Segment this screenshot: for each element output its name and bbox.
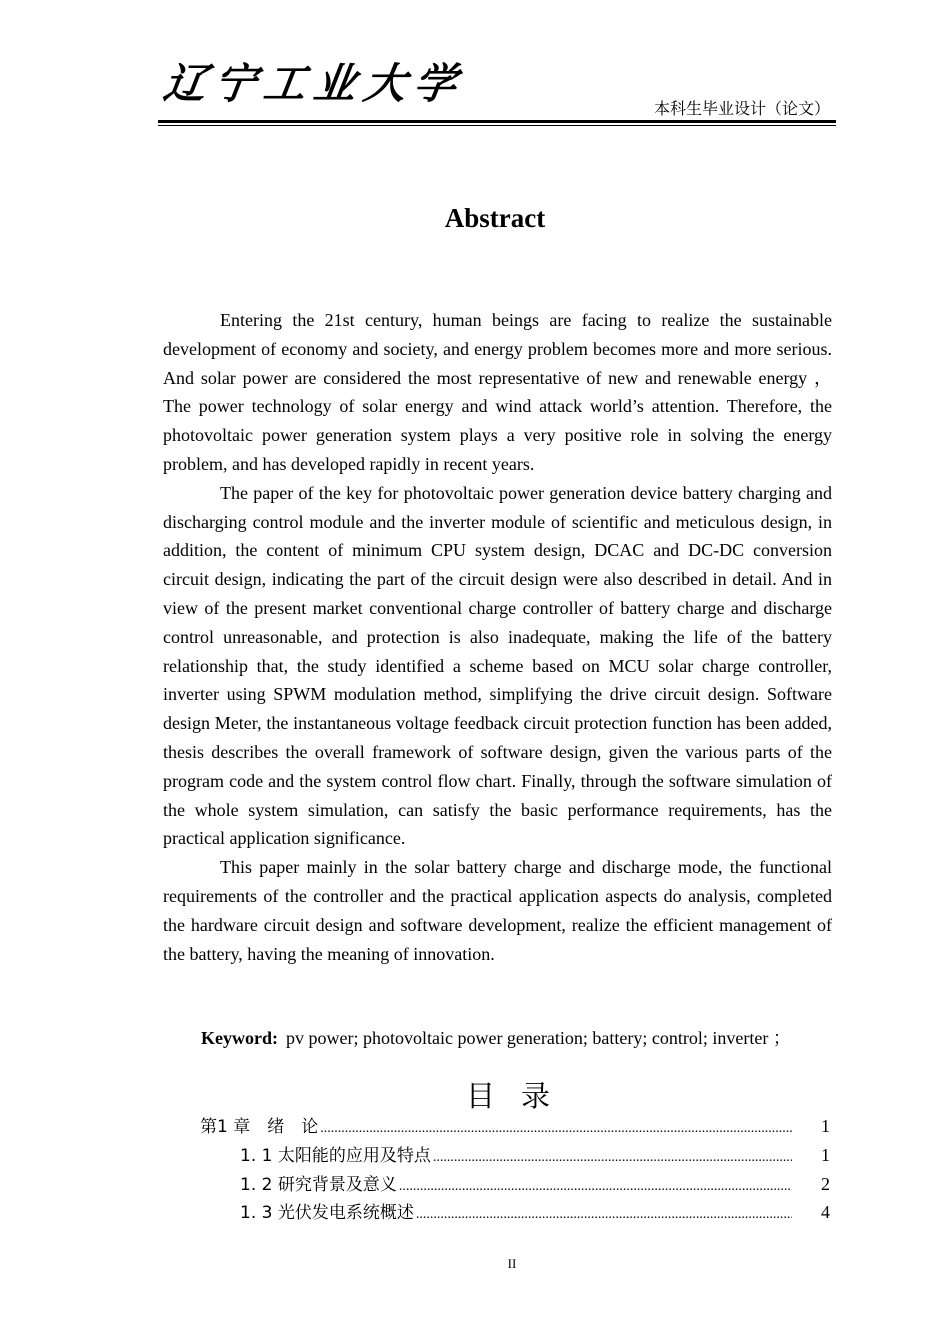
document-type-label: 本科生毕业设计（论文） xyxy=(653,99,830,118)
keywords-label: Keyword: xyxy=(201,1028,278,1048)
header-rule-thick xyxy=(158,120,836,123)
toc-entry-page: 2 xyxy=(821,1173,830,1194)
toc-entry-label: 1. 1 太阳能的应用及特点 xyxy=(240,1145,431,1166)
keywords-list: pv power; photovoltaic power generation; battery; control; inverter ； xyxy=(285,1028,791,1048)
toc-entry[interactable] xyxy=(200,1141,830,1170)
toc-entry-label: 1. 2 研究背景及意义 xyxy=(240,1174,397,1195)
toc-entry[interactable] xyxy=(200,1170,830,1199)
abstract-paragraph: This paper mainly in the solar battery charge and discharge mode, the functional requirements of the controller and the practical application aspects do analysis, completed the hardware circuit design and software development, realize the efficient management of the battery, having the meaning of innovation. xyxy=(163,857,832,964)
abstract-paragraph: Entering the 21st century, human beings are facing to realize the sustainable development of economy and society, and energy problem becomes more and more serious. And solar power are considered the most representative of new and renewable energy ， The power technology of solar energy and wind attack world’s attention. Therefore, the photovoltaic power generation system plays a very positive role in solving the energy problem, and has developed rapidly in recent years. xyxy=(163,310,832,474)
toc-title: 目录 xyxy=(465,1079,576,1113)
toc-leader-dots xyxy=(399,1179,792,1195)
toc-entry-label: 第1 章 绪 论 xyxy=(200,1117,319,1137)
toc-entry-page: 1 xyxy=(821,1144,830,1165)
table-of-contents xyxy=(200,1112,830,1227)
abstract-body xyxy=(163,306,832,968)
abstract-paragraph: The paper of the key for photovoltaic power generation device battery charging and discharging control module and the inverter module of scientific and meticulous design, in addition, the content of minimum CPU system design, DCAC and DC-DC conversion circuit design, indicating the part of the circuit design were also described in detail. And in view of the present market conventional charge controller of battery charge and discharge control unreasonable, and protection is also inadequate, making the life of the battery relationship that, the study identified a scheme based on MCU solar charge controller, inverter using SPWM modulation method, simplifying the drive circuit design. Software design Meter, the instantaneous voltage feedback circuit protection function has been added, thesis describes the overall framework of software design, given the various parts of the program code and the system control flow chart. Finally, through the software simulation of the whole system simulation, can satisfy the basic performance requirements, has the practical application significance. xyxy=(163,482,832,849)
university-logo xyxy=(160,56,468,112)
abstract-title: Abstract xyxy=(444,203,546,233)
university-logo-text: 辽宁工业大学 xyxy=(160,59,468,108)
keywords-line xyxy=(201,1024,841,1050)
toc-entry-page: 4 xyxy=(821,1202,830,1223)
header-rule-thin xyxy=(158,125,836,126)
page-number: II xyxy=(507,1256,517,1271)
toc-leader-dots xyxy=(320,1121,792,1137)
page-header xyxy=(158,52,836,126)
toc-entry-page: 1 xyxy=(821,1116,830,1136)
toc-leader-dots xyxy=(416,1207,792,1223)
toc-entry[interactable] xyxy=(200,1198,830,1227)
toc-entry-label: 1. 3 光伏发电系统概述 xyxy=(240,1203,414,1224)
toc-entry[interactable] xyxy=(200,1112,830,1141)
toc-leader-dots xyxy=(433,1150,792,1166)
